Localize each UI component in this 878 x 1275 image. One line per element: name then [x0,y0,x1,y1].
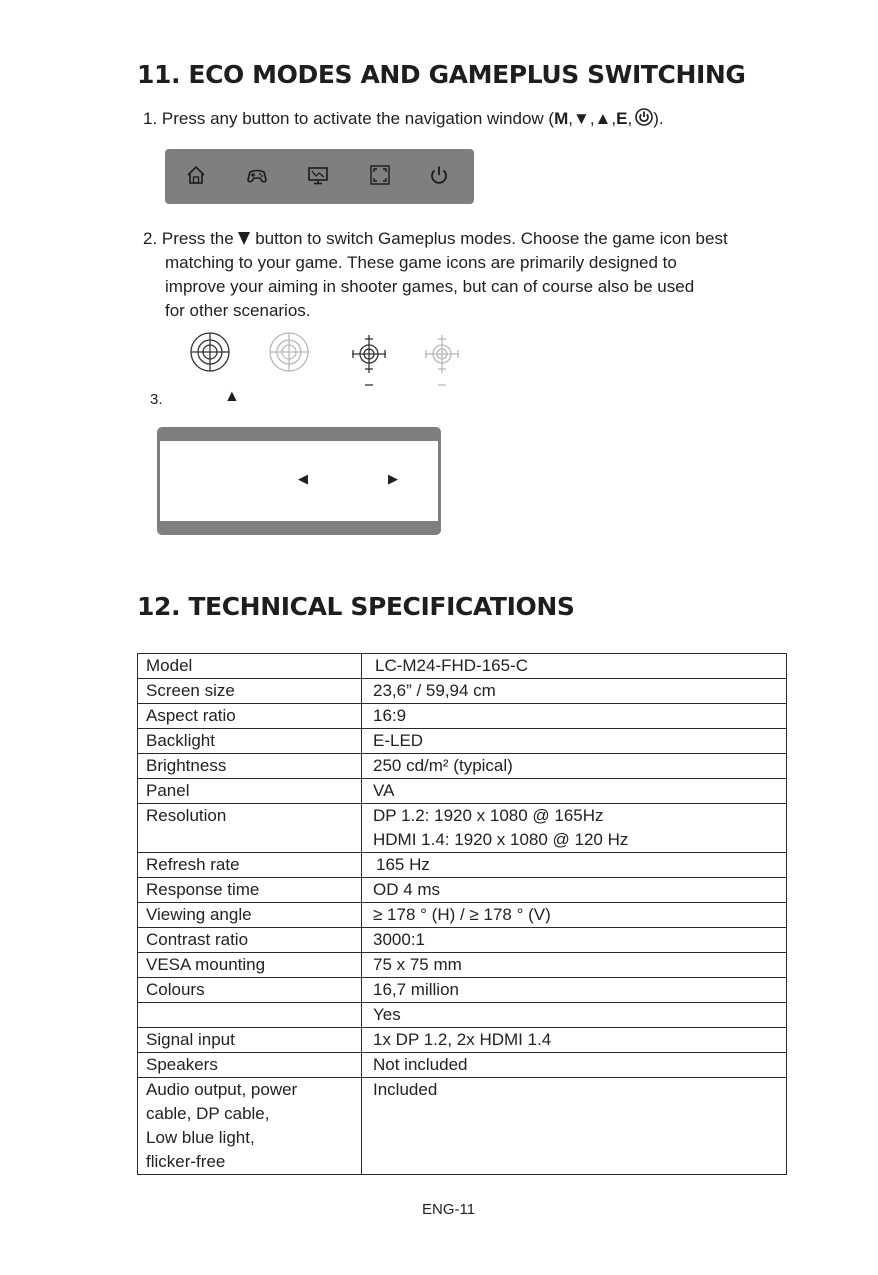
step-1 [143,107,664,131]
key-sep: , [589,109,595,128]
step-2-after: button to switch Gameplus modes. Choose the game icon best [255,229,728,248]
spec-value: Yes [362,1003,787,1028]
spec-value: OD 4 ms [362,878,787,903]
spec-label-line: cable, DP cable, [146,1104,270,1123]
table-row [138,704,787,729]
table-row [138,903,787,928]
spec-value: 75 x 75 mm [362,953,787,978]
spec-value: ≥ 178 ° (H) / ≥ 178 ° (V) [362,903,787,928]
spec-label: Contrast ratio [138,928,362,953]
step-2 [143,227,728,251]
spec-label-line: flicker-free [146,1152,226,1171]
spec-label: Screen size [138,679,362,704]
osd-window [157,427,441,535]
spec-value: Not included [362,1053,787,1078]
table-row [138,804,787,853]
key-down: ▼ [572,109,590,128]
spec-label: Resolution [138,804,362,853]
step-3-number: 3. [150,391,163,408]
table-row [138,853,787,878]
spec-value: 250 cd/m² (typical) [362,754,787,779]
table-row [138,679,787,704]
right-arrow-icon[interactable]: ▶ [388,471,398,486]
step-2-line: for other scenarios. [165,301,311,320]
spec-value: 3000:1 [362,928,787,953]
spec-value: 16:9 [362,704,787,729]
table-row [138,729,787,754]
crosshair-scope-light-icon [421,331,463,391]
step-1-suffix: ). [653,109,664,128]
gamepad-icon[interactable] [246,164,268,186]
spec-value: E-LED [362,729,787,754]
spec-label: Refresh rate [138,853,362,878]
down-triangle-icon [238,232,250,245]
key-e: E [616,109,628,128]
key-sep: , [568,109,573,128]
key-sep: , [611,109,617,128]
step-2-line: matching to your game. These game icons are primarily designed to [165,253,677,272]
table-row [138,1028,787,1053]
crosshair-scope-dark-icon [348,331,390,391]
spec-label: Speakers [138,1053,362,1078]
left-arrow-icon[interactable]: ◀ [298,471,308,486]
home-icon[interactable] [185,164,207,186]
fullscreen-icon[interactable] [369,164,391,186]
spec-label: Backlight [138,729,362,754]
section-12-title: 12. TECHNICAL SPECIFICATIONS [137,592,575,621]
table-row [138,878,787,903]
spec-label: Brightness [138,754,362,779]
key-sep: , [627,109,633,128]
power-icon[interactable] [428,164,450,186]
table-row [138,654,787,679]
table-row [138,1053,787,1078]
spec-value: 1x DP 1.2, 2x HDMI 1.4 [362,1028,787,1053]
page-number: ENG-11 [422,1201,476,1218]
monitor-icon[interactable] [307,164,329,186]
spec-label: Model [138,654,362,679]
spec-value: 165 Hz [362,853,787,878]
spec-value: VA [362,779,787,804]
table-row [138,754,787,779]
table-row [138,978,787,1003]
spec-table [137,653,787,1175]
crosshair-circle-light-icon [268,331,310,373]
key-up: ▲ [594,109,612,128]
table-row [138,779,787,804]
table-row [138,1003,787,1028]
spec-value: LC-M24-FHD-165-C [362,654,787,679]
navigation-window [165,149,474,204]
spec-label-line: Audio output, power [146,1080,298,1099]
spec-value: 23,6” / 59,94 cm [362,679,787,704]
step-1-prefix: 1. Press any button to activate the navigation window ( [143,109,555,128]
table-row [138,953,787,978]
up-triangle-icon: ▲ [224,388,240,405]
spec-label [138,1078,362,1175]
spec-label: Panel [138,779,362,804]
key-m: M [554,109,569,128]
spec-value: Included [362,1078,787,1175]
spec-value: 16,7 million [362,978,787,1003]
section-11-title: 11. ECO MODES AND GAMEPLUS SWITCHING [137,60,746,89]
spec-label: Viewing angle [138,903,362,928]
spec-label: Colours [138,978,362,1003]
spec-label: VESA mounting [138,953,362,978]
table-row [138,928,787,953]
spec-label [138,1003,362,1028]
spec-label-line: Low blue light, [146,1128,255,1147]
spec-label: Signal input [138,1028,362,1053]
step-2-before: 2. Press the [143,229,234,248]
spec-value-line: DP 1.2: 1920 x 1080 @ 165Hz [373,806,604,825]
spec-value [362,804,787,853]
spec-label: Aspect ratio [138,704,362,729]
spec-label: Response time [138,878,362,903]
step-2-line: improve your aiming in shooter games, but can of course also be used [165,277,695,296]
osd-content [160,441,438,521]
power-key-icon [635,108,653,126]
table-row [138,1078,787,1175]
crosshair-circle-dark-icon [189,331,231,373]
spec-value-line: HDMI 1.4: 1920 x 1080 @ 120 Hz [373,830,629,849]
